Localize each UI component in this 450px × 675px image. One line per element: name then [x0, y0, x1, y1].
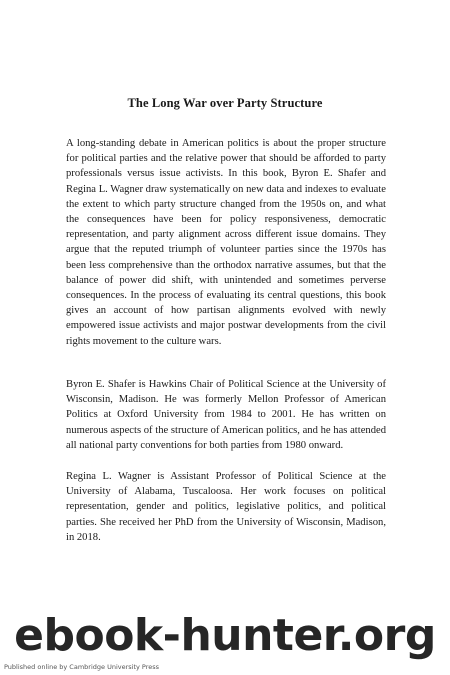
footer-credit: Published online by Cambridge University Press [4, 663, 160, 671]
book-description-paragraph: A long-standing debate in American politics is about the proper structure for political parties and the relative power that should be afforded to party professionals versus issue activists. In this book, Byron E. Shafer and Regina L. Wagner draw systematically on new data and indexes to evaluate the extent to which party structure changed from the 1950s on, and what the consequences have been for policy responsiveness, democratic representation, and party alignment across different issue domains. They argue that the reputed triumph of volunteer parties since the 1970s has been less comprehensive than the orthodox narrative assumes, but that the balance of power did shift, with unintended and sometimes perverse consequences. In the process of evaluating its central questions, this book gives an account of how partisan alignments evolved with newly empowered issue activists and major postwar developments from the civil rights movement to the culture wars. [66, 138, 386, 347]
author-bio-wagner: Regina L. Wagner is Assistant Professor of Political Science at the University of Alabama, Tuscaloosa. Her work focuses on political representation, gender and politics, legislative politics, and political parties. She received her PhD from the University of Wisconsin, Madison, in 2018. [66, 471, 386, 543]
watermark-text: ebook-hunter.org [14, 610, 436, 661]
author-bio-shafer: Byron E. Shafer is Hawkins Chair of Political Science at the University of Wisconsin, Madison. He was formerly Mellon Professor of American Politics at Oxford University from 1984 to 2001. He has written on numerous aspects of the structure of American politics, and he has attended all national party conventions for both parties from 1980 onward. [66, 379, 386, 451]
page-title: The Long War over Party Structure [127, 96, 323, 110]
